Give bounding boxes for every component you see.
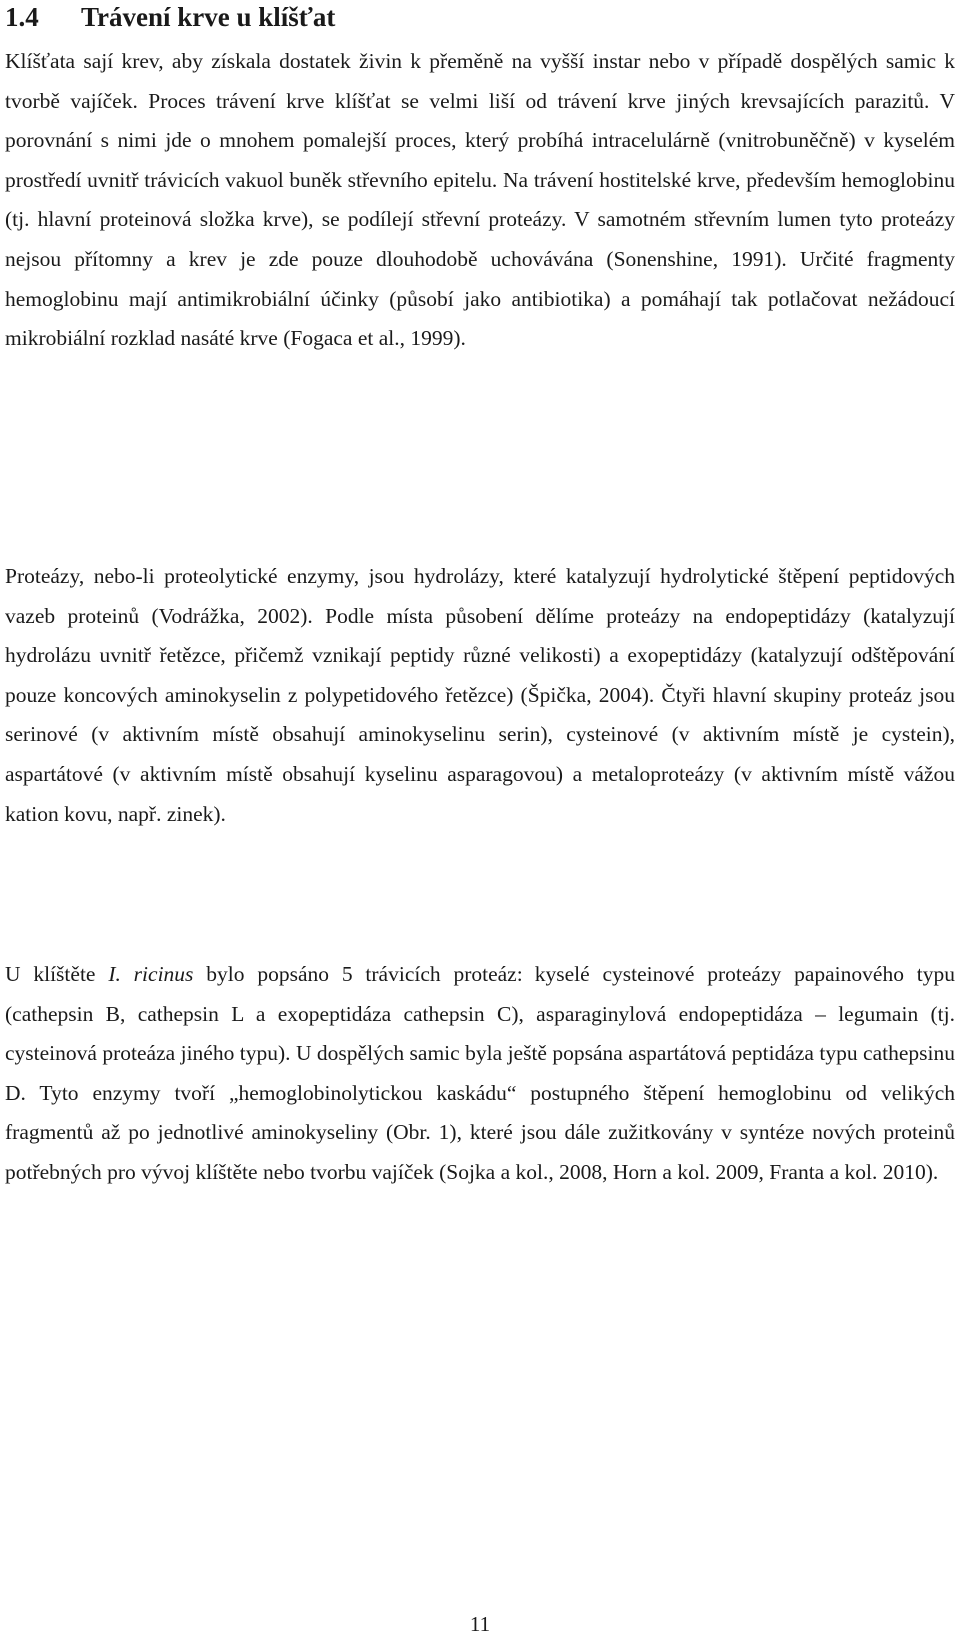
species-name: I. ricinus (108, 962, 194, 986)
paragraph-text-start: U klíštěte (5, 962, 96, 986)
section-title: Trávení krve u klíšťat (81, 2, 336, 32)
section-number: 1.4 (5, 2, 39, 32)
paragraph-text-middle: bylo popsáno 5 trávicích proteáz: (206, 962, 523, 986)
page-number: 11 (469, 1612, 491, 1636)
paragraph-ricinus-proteases (5, 955, 955, 1193)
paragraph-text-rest: kyselé cysteinové proteázy papainového typu (cathepsin B, cathepsin L a exopeptidáza cathepsin C), asparaginylová endopeptidáza – legumain (tj. cysteinová proteáza jiného typu). U dospělých samic byla ještě popsána aspartátová peptidáza typu cathepsinu D. Tyto enzymy tvoří „hemoglobinolytickou kaskádu“ postupného štěpení hemoglobinu od velikých fragmentů až po jednotlivé aminokyseliny (Obr. 1), které jsou dále zužitkovány v syntéze nových proteinů potřebných pro vývoj klíštěte nebo tvorbu vajíček (Sojka a kol., 2008, Horn a kol. 2009, Franta a kol. 2010). (5, 962, 956, 1184)
section-heading (5, 0, 335, 34)
paragraph-blood-digestion: Klíšťata sají krev, aby získala dostatek živin k přeměně na vyšší instar nebo v případě dospělých samic k tvorbě vajíček. Proces trávení krve klíšťat se velmi liší od trávení krve jiných krevsajících parazitů. V porovnání s nimi jde o mnohem pomalejší proces, který probíhá intracelulárně (vnitrobuněčně) v kyselém prostředí uvnitř trávicích vakuol buněk střevního epitelu. Na trávení hostitelské krve, především hemoglobinu (tj. hlavní proteinová složka krve), se podílejí střevní proteázy. V samotném střevním lumen tyto proteázy nejsou přítomny a krev je zde pouze dlouhodobě uchovávána (Sonenshine, 1991). Určité fragmenty hemoglobinu mají antimikrobiální účinky (působí jako antibiotika) a pomáhají tak potlačovat nežádoucí mikrobiální rozklad nasáté krve (Fogaca et al., 1999). (5, 49, 955, 351)
paragraph-proteases: Proteázy, nebo-li proteolytické enzymy, jsou hydrolázy, které katalyzují hydrolytické štěpení peptidových vazeb proteinů (Vodrážka, 2002). Podle místa působení dělíme proteázy na endopeptidázy (katalyzují hydrolázu uvnitř řetězce, přičemž vznikají peptidy různé velikosti) a exopeptidázy (katalyzují odštěpování pouze koncových aminokyselin z polypetidového řetězce) (Špička, 2004). Čtyři hlavní skupiny proteáz jsou serinové (v aktivním místě obsahují aminokyselinu serin), cysteinové (v aktivním místě je cystein), aspartátové (v aktivním místě obsahují kyselinu asparagovou) a metaloproteázy (v aktivním místě vážou kation kovu, např. zinek). (5, 564, 955, 826)
